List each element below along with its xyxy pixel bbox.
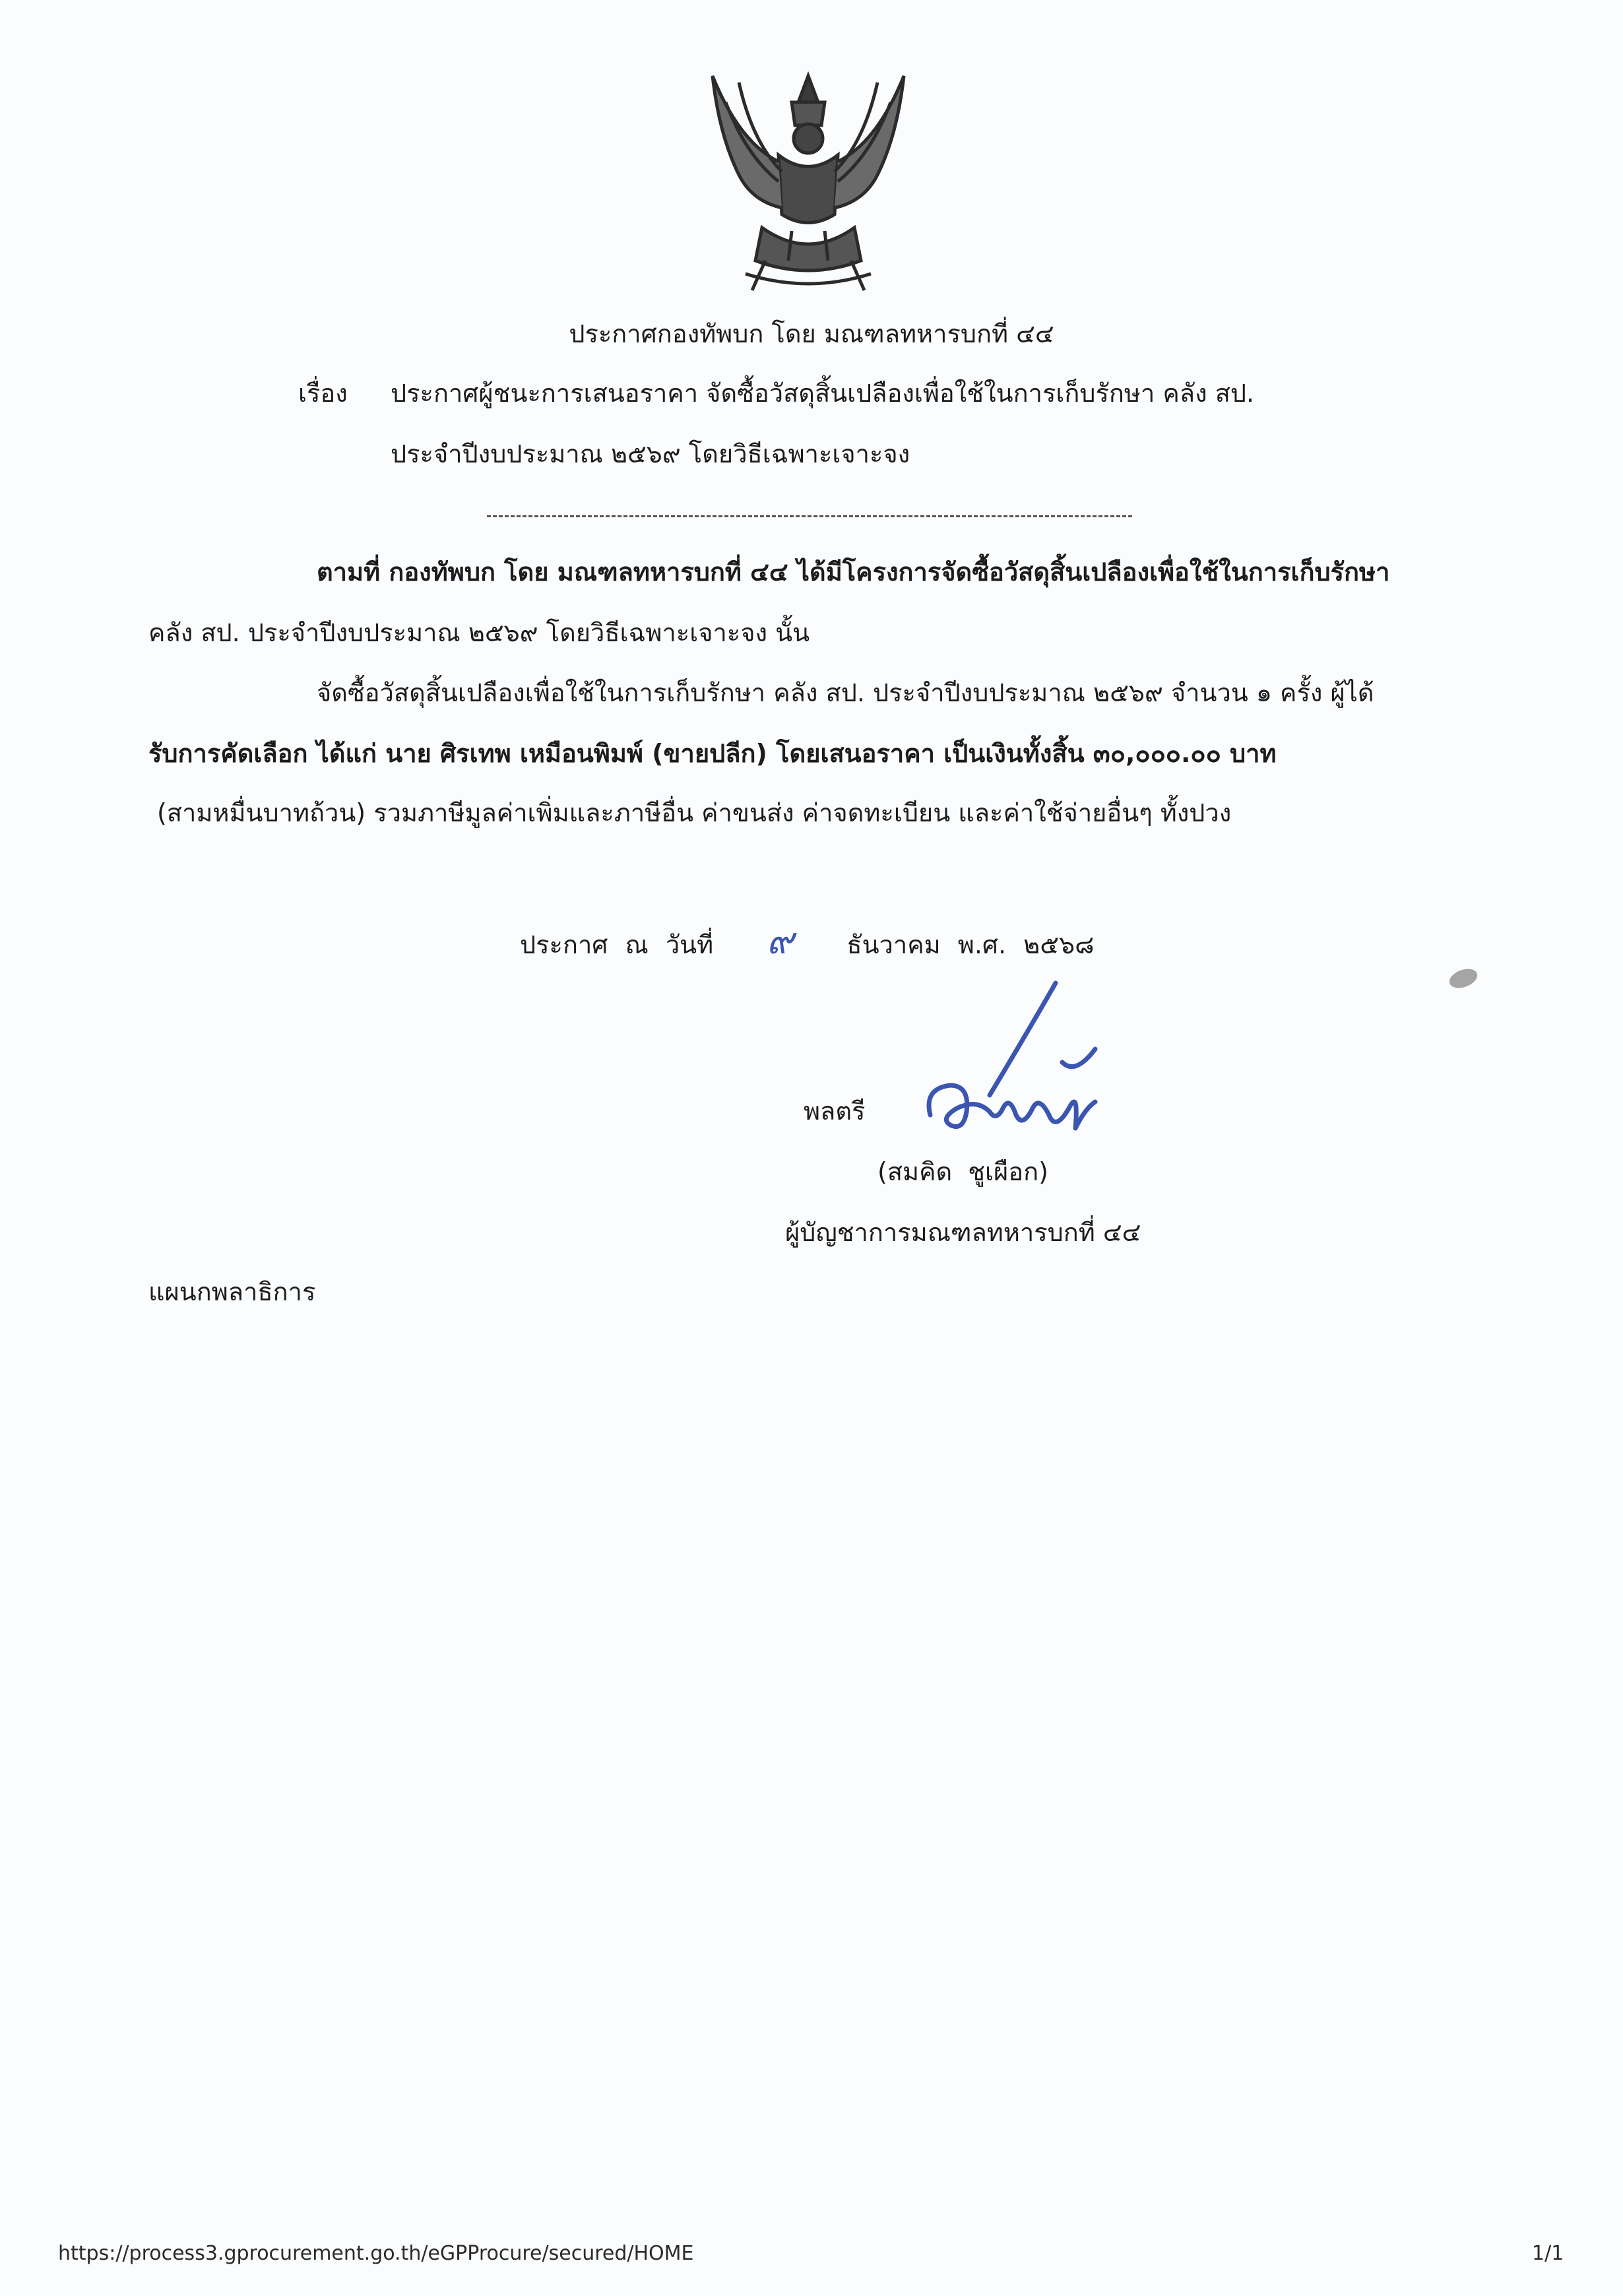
body-paragraph-2-line-2: รับการคัดเลือก ได้แก่ นาย ศิรเทพ เหมือนพิมพ์ (ขายปลีก) โดยเสนอราคา เป็นเงินทั้งสิ้น ๓๐,๐๐๐.๐๐ บาท — [148, 739, 1277, 768]
footer-url: https://process3.gprocurement.go.th/eGPProcure/secured/HOME — [58, 2242, 694, 2265]
body-paragraph-2-line-3: (สามหมื่นบาทถ้วน) รวมภาษีมูลค่าเพิ่มและภาษีอื่น ค่าขนส่ง ค่าจดทะเบียน และค่าใช้จ่ายอื่นๆ ทั้งปวง — [157, 798, 1232, 827]
body-paragraph-1-line-2: คลัง สป. ประจำปีงบประมาณ ๒๕๖๙ โดยวิธีเฉพาะเจาะจง นั้น — [148, 618, 810, 647]
date-prefix: ประกาศ ณ วันที่ — [520, 930, 714, 959]
subject-line-2: ประจำปีงบประมาณ ๒๕๖๙ โดยวิธีเฉพาะเจาะจง — [391, 439, 910, 468]
announcement-date — [520, 919, 1094, 963]
subject-line-1: ประกาศผู้ชนะการเสนอราคา จัดซื้อวัสดุสิ้นเปลืองเพื่อใช้ในการเก็บรักษา คลัง สป. — [391, 379, 1255, 408]
signer-name: (สมคิด ชูเผือก) — [877, 1157, 1048, 1186]
date-day: ๙ — [766, 920, 794, 963]
garuda-emblem — [699, 63, 917, 300]
ink-smudge — [1447, 965, 1480, 991]
signer-rank: พลตรี — [804, 1097, 866, 1126]
body-paragraph-1-line-1: ตามที่ กองทัพบก โดย มณฑลทหารบกที่ ๔๔ ได้มีโครงการจัดซื้อวัสดุสิ้นเปลืองเพื่อใช้ในการเก็บรักษา — [317, 558, 1390, 587]
subject-label: เรื่อง — [298, 379, 348, 408]
footer-page-number: 1/1 — [1532, 2242, 1564, 2265]
handwritten-signature — [910, 976, 1108, 1148]
date-suffix: ธันวาคม พ.ศ. ๒๕๖๘ — [846, 930, 1095, 959]
signer-position: ผู้บัญชาการมณฑลทหารบกที่ ๔๔ — [785, 1218, 1141, 1247]
issuing-unit: แผนกพลาธิการ — [148, 1277, 316, 1306]
separator-line — [487, 515, 1132, 517]
announcement-title: ประกาศกองทัพบก โดย มณฑลทหารบกที่ ๔๔ — [569, 319, 1054, 348]
body-paragraph-2-line-1: จัดซื้อวัสดุสิ้นเปลืองเพื่อใช้ในการเก็บรักษา คลัง สป. ประจำปีงบประมาณ ๒๕๖๙ จำนวน ๑ ครั้ง ผู้ได้ — [317, 678, 1374, 707]
